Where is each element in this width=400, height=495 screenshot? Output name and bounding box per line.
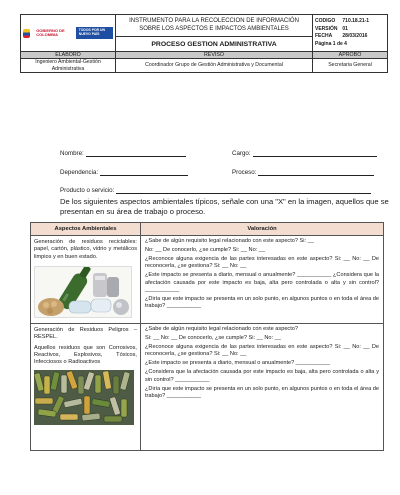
question-item[interactable]: ¿Diría que este impacto se presenta en un solo punto, en algunos puntos o en toda el área de trabajo? ___________: [145, 296, 379, 310]
aspects-column-header: Aspectos Ambientales: [31, 223, 141, 236]
valuation-cell: [141, 236, 384, 324]
question-item[interactable]: ¿Sabe de algún requisito legal relacionado con este aspecto?: [145, 326, 299, 332]
aspect-cell: [31, 236, 141, 324]
gov-logo-text: GOBIERNO DE COLOMBIA: [36, 28, 65, 37]
document-header: [20, 14, 388, 73]
cargo-input-line[interactable]: [253, 150, 377, 157]
aspects-table: [30, 222, 384, 451]
version-label: VERSIÓN: [315, 25, 338, 32]
question-item[interactable]: Si: __ No: __ De conocerlo, ¿se cumple? Si: __ No: __: [145, 334, 281, 341]
aspect-cell: [31, 324, 141, 451]
process-title: PROCESO GESTION ADMINISTRATIVA: [116, 37, 313, 52]
coat-of-arms-icon: [23, 29, 30, 38]
reviso-label: REVISO: [116, 52, 313, 59]
pais-logo-text: TODOS POR UN NUEVO PAÍS: [76, 27, 113, 38]
reviso-value: Coordinador Grupo de Gestión Administrativa y Documental: [116, 59, 313, 73]
cargo-field[interactable]: [232, 150, 377, 157]
producto-field[interactable]: [60, 187, 371, 194]
date-value: 28/03/2016: [342, 33, 368, 39]
dependencia-label: Dependencia:: [60, 169, 99, 176]
code-value: 710.18.21-1: [342, 18, 370, 24]
question-item[interactable]: ¿Diría que este impacto se presenta en un solo punto, en algunos puntos o en toda el área de trabajo? ___________: [145, 385, 379, 399]
recyclables-illustration: [35, 267, 132, 318]
version-value: 01: [342, 25, 348, 32]
proceso-field[interactable]: [232, 169, 374, 176]
table-row: [31, 324, 384, 451]
dependencia-field[interactable]: [60, 169, 188, 176]
nombre-input-line[interactable]: [86, 150, 186, 157]
document-meta: [313, 15, 388, 52]
question-item[interactable]: ¿Sabe de algún requisito legal relacionado con este aspecto? Si: __: [145, 238, 314, 244]
dependencia-input-line[interactable]: [100, 169, 188, 176]
nombre-label: Nombre:: [60, 150, 84, 157]
valuation-column-header: Valoración: [141, 223, 384, 236]
elaboro-label: ELABORO: [21, 52, 116, 59]
table-row: [31, 236, 384, 324]
question-item[interactable]: ¿Este impacto se presenta a diario, mensual o anualmente? ___________ ¿Considera que la afectación causada por este impacto es baja, alta pero controlada o alta y sin control? ___________: [145, 272, 379, 294]
question-item[interactable]: ¿Este impacto se presenta a diario, mensual o anualmente? ___________: [145, 360, 331, 367]
elaboro-value: Ingeniero Ambiental-Gestión Administrativa: [21, 59, 116, 73]
proceso-input-line[interactable]: [258, 169, 374, 176]
aspect-title: Generación de Residuos Peligros – RESPEL.: [34, 327, 137, 341]
intro-instructions: De los siguientes aspectos ambientales típicos, señale con una "X" en la imagen, aquellos que se presentan en su área de trabajo o proceso.: [60, 197, 389, 216]
aprobo-label: APROBO: [313, 52, 388, 59]
nombre-field[interactable]: [60, 150, 186, 157]
aprobo-value: Secretaria General: [313, 59, 388, 73]
aspect-detail: Aquellos residuos que son Corrosivos, Reactivos, Explosivos, Tóxicos, Infecciosos o Radioactivos: [34, 344, 137, 366]
producto-label: Producto o servicio:: [60, 187, 115, 194]
proceso-label: Proceso:: [232, 169, 257, 176]
date-label: FECHA: [315, 33, 333, 39]
institution-title: INSTRUMENTO PARA LA RECOLECCION DE INFORMACIÓN SOBRE LOS ASPECTOS E IMPACTOS AMBIENTALES: [116, 15, 313, 37]
batteries-illustration: [34, 370, 134, 425]
page-indicator: Página 1 de 4: [315, 40, 347, 47]
government-logo: [23, 27, 113, 38]
question-item[interactable]: No: __ De conocerlo, ¿se cumple? Si: __ No: __: [145, 246, 266, 253]
producto-input-line[interactable]: [116, 187, 371, 194]
recyclables-image[interactable]: [34, 266, 132, 318]
question-item[interactable]: ¿Reconoce alguna exigencia de las partes interesadas en este aspecto? Si: __ No: __ De reconocerla, ¿se gestiona? Si: __ No: __: [145, 255, 379, 270]
question-item[interactable]: ¿Considera que la afectación causada por este impacto es baja, alta pero controlada o alta y sin control? ___________: [145, 369, 379, 383]
question-item[interactable]: ¿Reconoce alguna exigencia de las partes interesadas en este aspecto? Si: __ No: __ De reconocerla, ¿se gestiona? Si: __ No: __: [145, 343, 379, 358]
cargo-label: Cargo:: [232, 150, 251, 157]
code-label: CODIGO: [315, 18, 336, 24]
header-logo-cell: [21, 15, 116, 52]
batteries-image[interactable]: [34, 370, 134, 425]
valuation-cell: [141, 324, 384, 451]
aspect-title: Generación de residuos reciclables: papel, cartón, plástico, vidrio y metálicos limpios y en buen estado.: [34, 239, 137, 260]
